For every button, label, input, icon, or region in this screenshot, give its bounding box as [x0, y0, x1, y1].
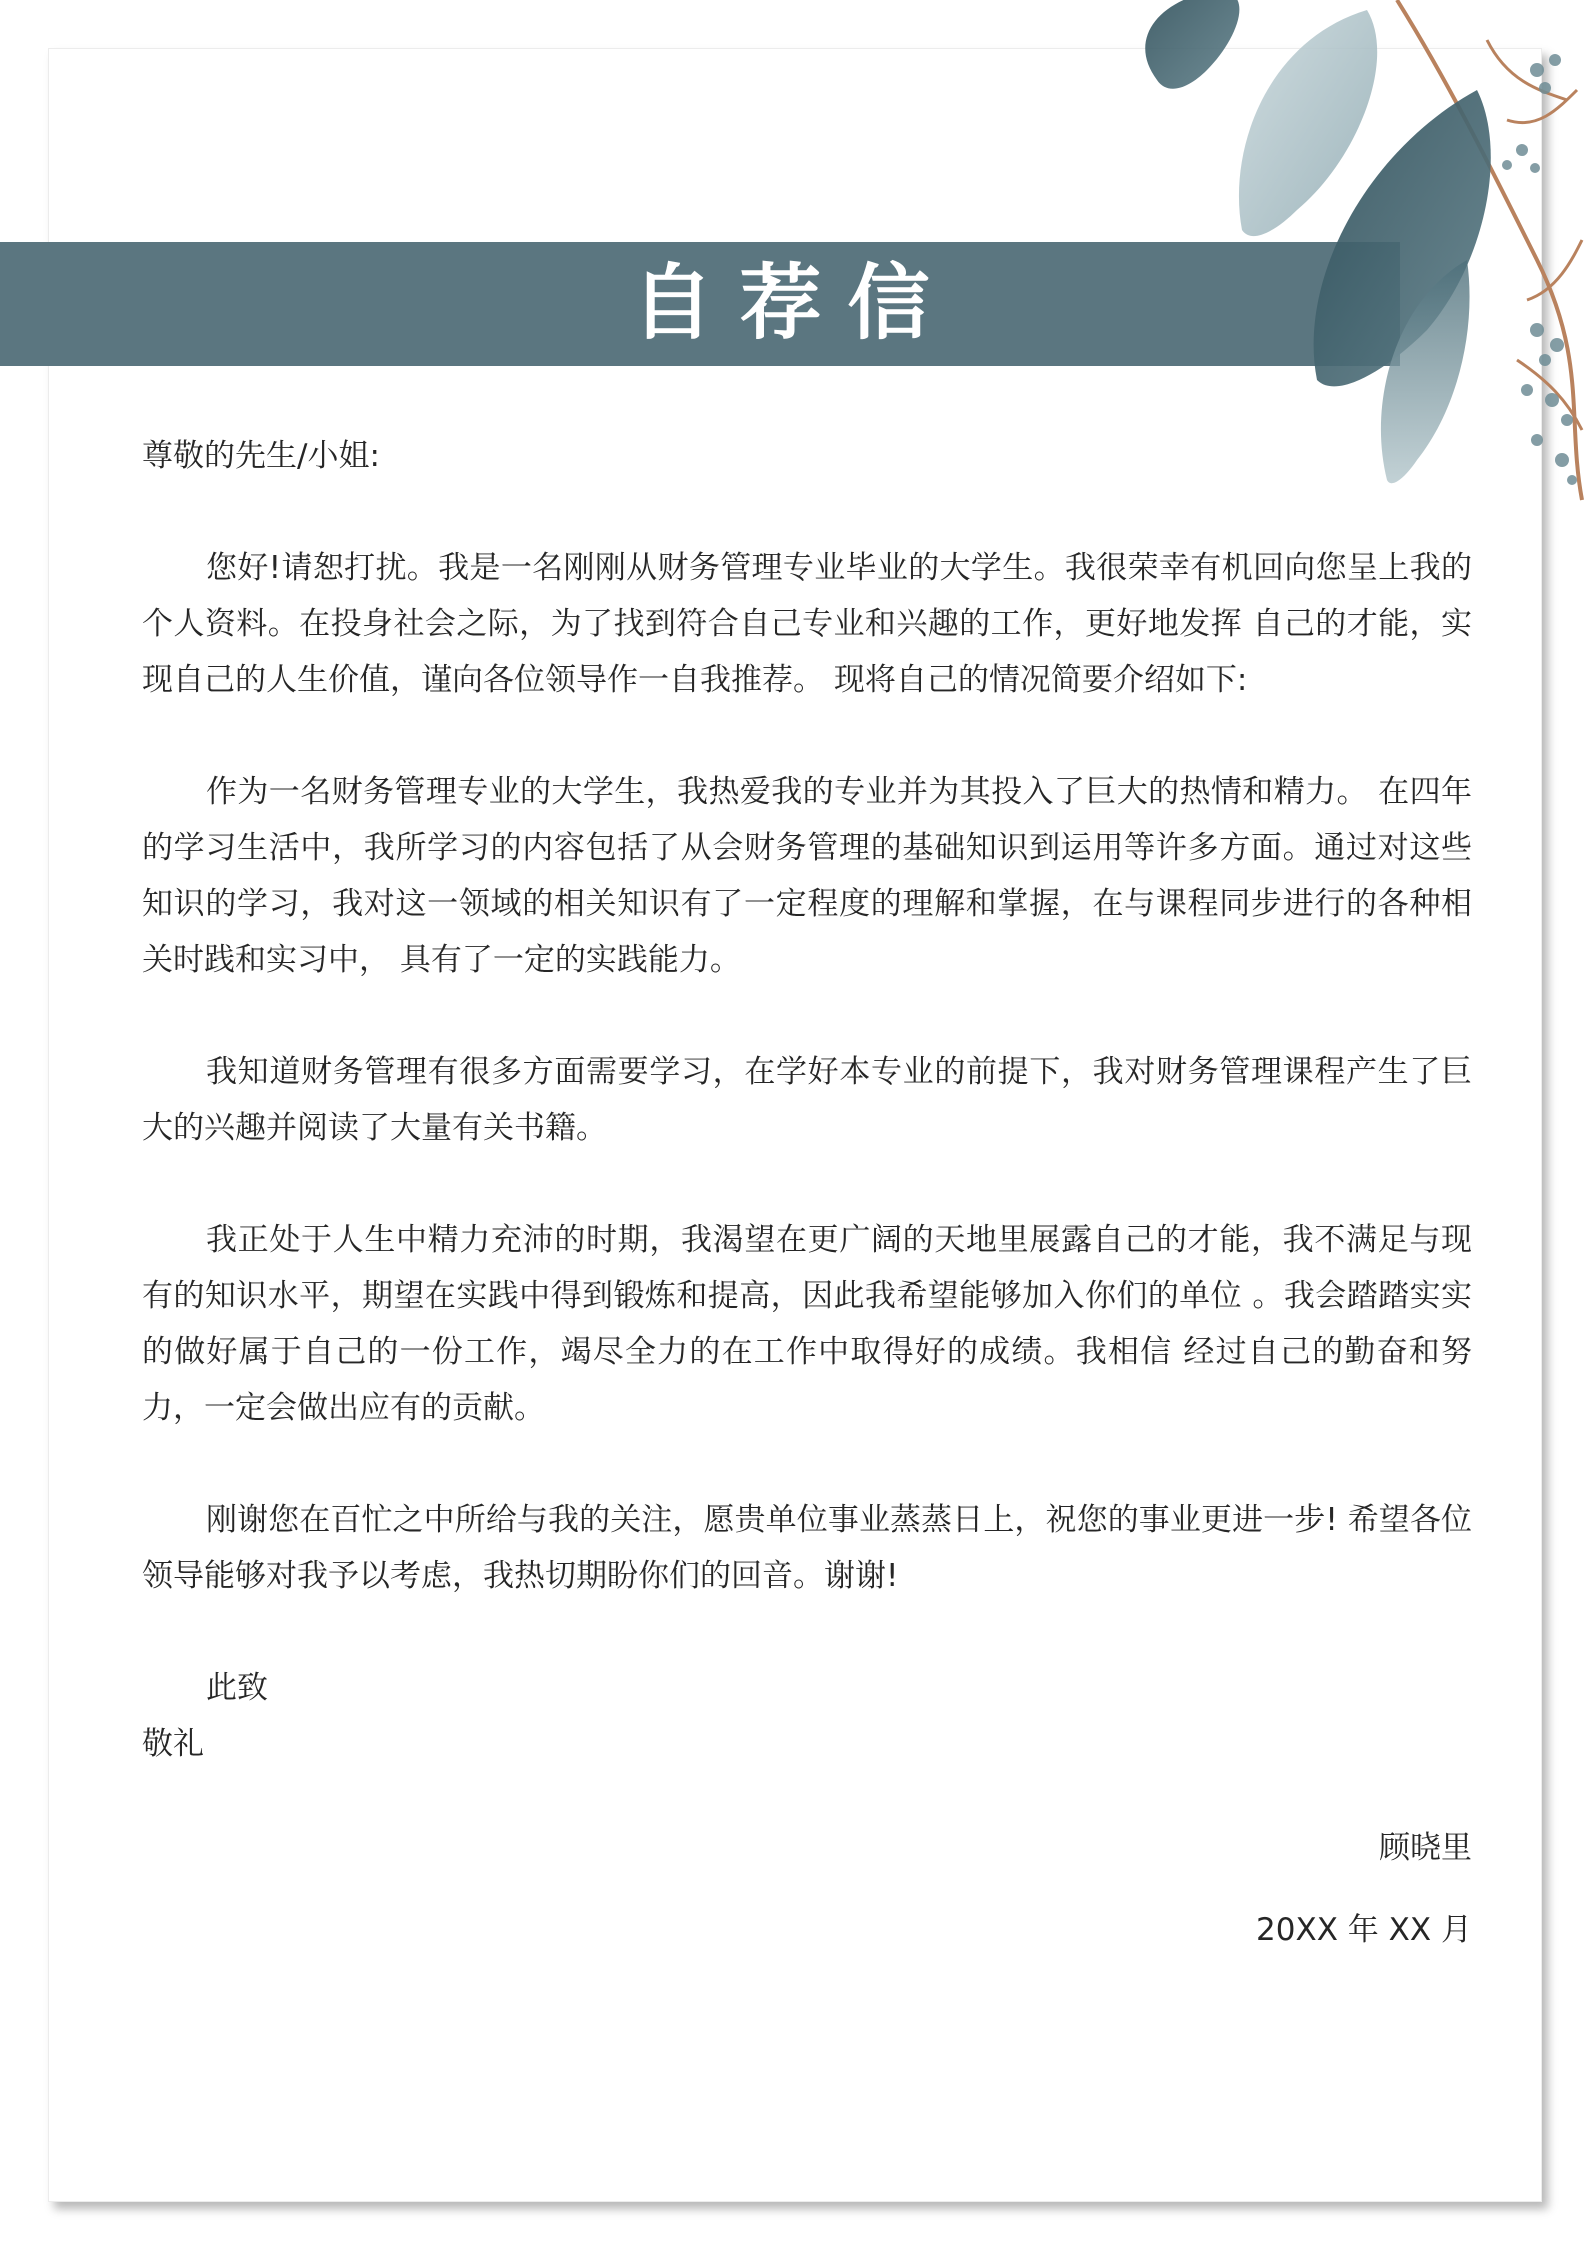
closing-line-2: 敬礼: [142, 1726, 204, 1762]
paragraph-interest: 我知道财务管理有很多方面需要学习，在学好本专业的前提下，我对财务管理课程产生了巨大的兴趣并阅读了大量有关书籍。: [142, 1054, 1472, 1146]
salutation: 尊敬的先生/小姐:: [142, 438, 380, 474]
page-title: 自荐信: [631, 256, 956, 351]
paragraph-intro: 您好!请恕打扰。我是一名刚刚从财务管理专业毕业的大学生。我很荣幸有机回向您呈上我的个人资料。在投身社会之际，为了找到符合自己专业和兴趣的工作，更好地发挥 自己的才能，实现自己的人生价值，谨向各位领导作一自我推荐。 现将自己的情况简要介绍如下:: [142, 550, 1472, 698]
paragraph-aspiration: 我正处于人生中精力充沛的时期，我渴望在更广阔的天地里展露自己的才能，我不满足与现有的知识水平，期望在实践中得到锻炼和提高，因此我希望能够加入你们的单位 。我会踏踏实实的做好属于自己的一份工作，竭尽全力的在工作中取得好的成绩。我相信 经过自己的勤奋和努力，一定会做出应有的贡献。: [142, 1222, 1472, 1426]
signer-name: 顾晓里: [1379, 1830, 1472, 1866]
closing-line-1: 此致: [206, 1670, 268, 1706]
paragraph-thanks: 刚谢您在百忙之中所给与我的关注，愿贵单位事业蒸蒸日上，祝您的事业更进一步! 希望各位领导能够对我予以考虑，我热切期盼你们的回音。谢谢!: [142, 1502, 1472, 1594]
paragraph-study: 作为一名财务管理专业的大学生，我热爱我的专业并为其投入了巨大的热情和精力。 在四年的学习生活中，我所学习的内容包括了从会财务管理的基础知识到运用等许多方面。通过对这些知识的学习，我对这一领域的相关知识有了一定程度的理解和掌握，在与课程同步进行的各种相关时践和实习中， 具有了一定的实践能力。: [142, 774, 1472, 978]
letter-date: 20XX 年 XX 月: [1256, 1912, 1472, 1948]
